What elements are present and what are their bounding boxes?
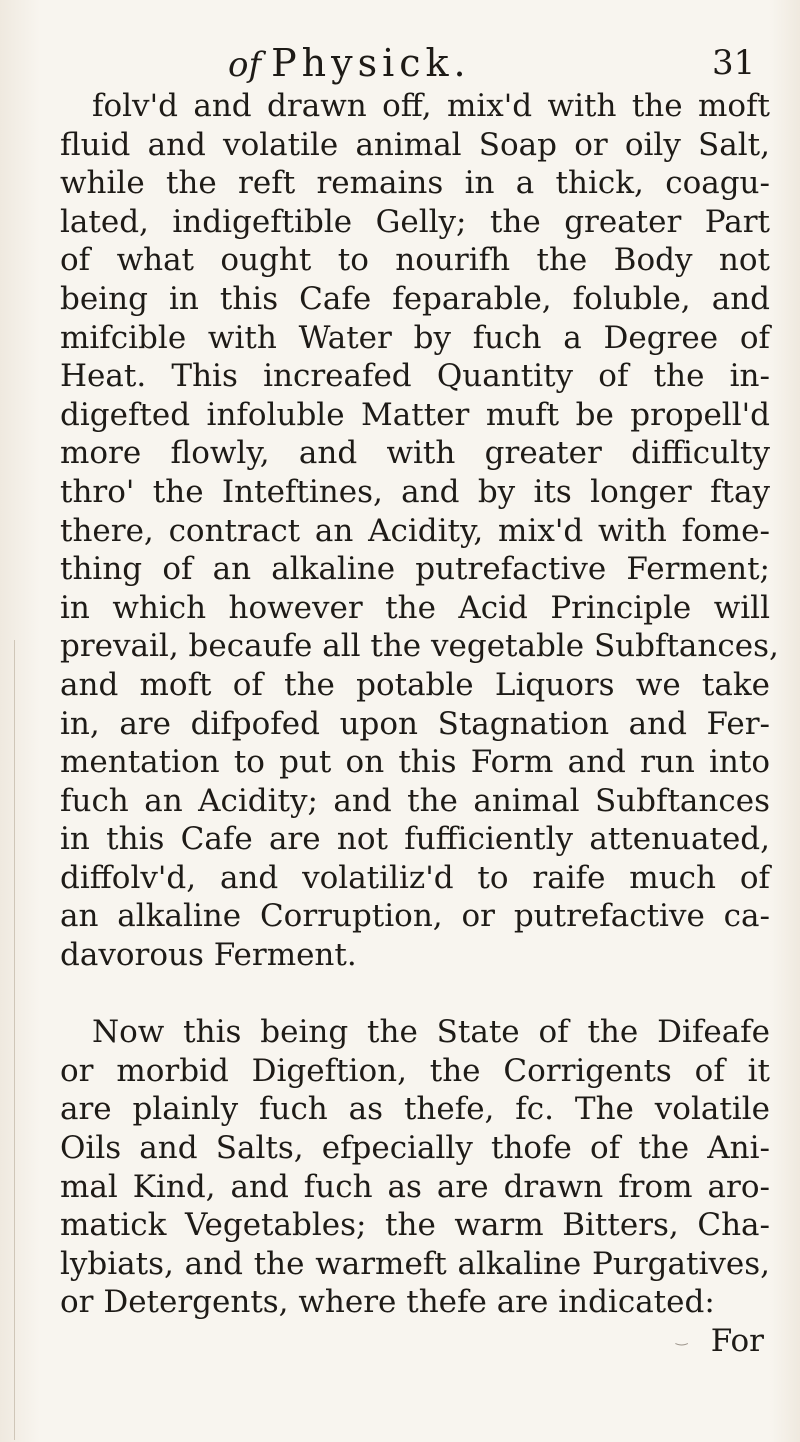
text-line: and moft of the potable Liquors we take: [60, 666, 770, 703]
text-line: mal Kind, and fuch as are drawn from aro-: [60, 1168, 770, 1205]
text-line: Oils and Salts, efpecially thofe of the Ani-: [60, 1130, 770, 1167]
text-line: mentation to put on this Form and run into: [60, 744, 770, 781]
text-line: in which however the Acid Principle will: [60, 589, 770, 626]
text-line: mifcible with Water by fuch a Degree of: [60, 319, 770, 356]
text-line: or Detergents, where thefe are indicated:: [60, 1284, 715, 1321]
text-line: fuch an Acidity; and the animal Subftances: [60, 782, 770, 819]
text-line: an alkaline Corruption, or putrefactive ca-: [60, 898, 770, 935]
text-line: in this Cafe are not fufficiently attenuated,: [60, 821, 770, 858]
text-line: of what ought to nourifh the Body not: [60, 242, 770, 279]
page-number: 31: [712, 43, 756, 83]
text-line: thro' the Inteftines, and by its longer ftay: [60, 473, 770, 510]
text-line: matick Vegetables; the warm Bitters, Cha-: [60, 1207, 770, 1244]
body-text: [60, 87, 779, 1361]
text-line: fluid and volatile animal Soap or oily Salt,: [60, 126, 770, 163]
text-line: davorous Ferment.: [60, 937, 357, 974]
text-line: lybiats, and the warmeft alkaline Purgatives,: [60, 1245, 770, 1282]
text-line: Now this being the State of the Difeafe: [92, 1014, 770, 1051]
text-line: folv'd and drawn off, mix'd with the moft: [92, 88, 770, 124]
text-line: digefted infoluble Matter muft be propell'd: [60, 396, 770, 433]
text-line: more flowly, and with greater difficulty: [60, 435, 770, 472]
text-line: being in this Cafe feparable, foluble, and: [60, 280, 770, 317]
text-line: are plainly fuch as thefe, fc. The volatile: [60, 1091, 770, 1128]
paragraph-gap: [60, 975, 770, 1014]
catchword: For: [710, 1323, 764, 1359]
text-line: diffolv'd, and volatiliz'd to raife much of: [60, 859, 770, 896]
text-line: Heat. This increafed Quantity of the in-: [60, 358, 770, 395]
gutter-shadow: [14, 640, 15, 1440]
text-line: prevail, becaufe all the vegetable Subftances,: [60, 628, 779, 665]
text-line: there, contract an Acidity, mix'd with fome-: [60, 512, 770, 549]
running-head: [228, 38, 471, 90]
paragraph-1: [60, 87, 779, 975]
text-line: lated, indigeftible Gelly; the greater Part: [60, 203, 770, 240]
text-line: thing of an alkaline putrefactive Ferment;: [60, 551, 770, 588]
text-line: or morbid Digeftion, the Corrigents of it: [60, 1052, 770, 1089]
text-line: while the reft remains in a thick, coagu-: [60, 165, 770, 202]
running-head-title: Physick.: [271, 41, 471, 85]
paragraph-2: [60, 1013, 770, 1322]
page-blemish: ‿: [676, 1330, 688, 1346]
text-line: in, are difpofed upon Stagnation and Fer-: [60, 705, 770, 742]
running-head-of: of: [228, 45, 262, 85]
page-header: [0, 38, 800, 88]
